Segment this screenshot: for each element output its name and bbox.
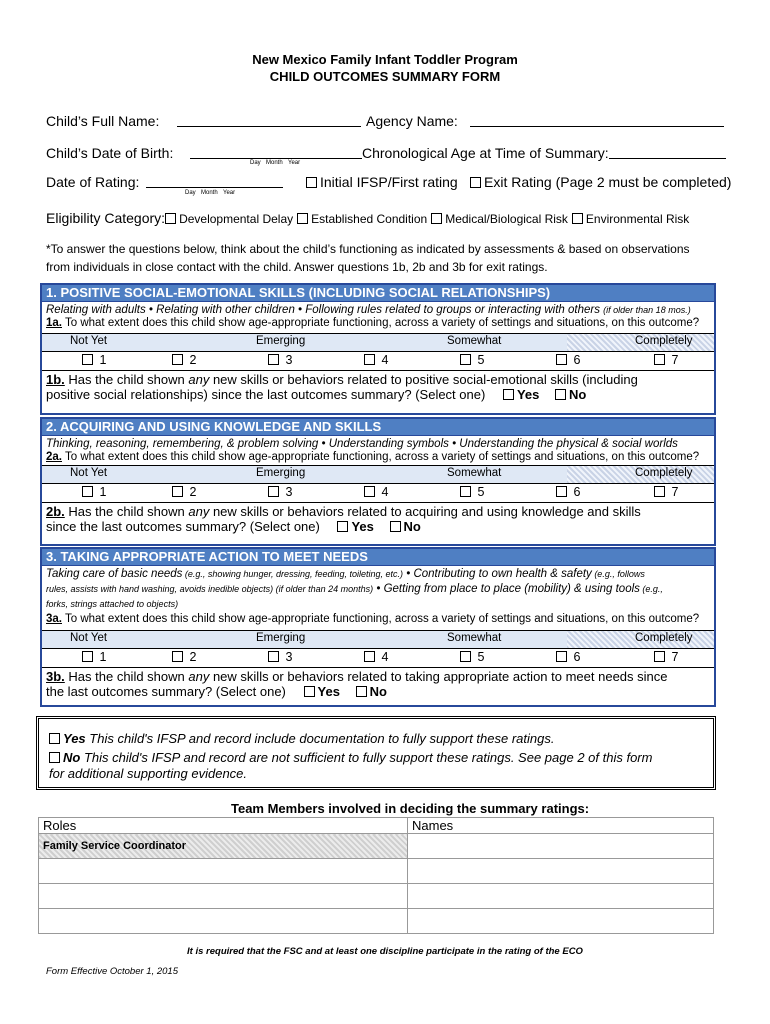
dob-field[interactable] [190, 144, 362, 159]
scale-completely: Completely [635, 335, 693, 347]
initial-ifsp-option[interactable]: Initial IFSP/First rating [306, 174, 458, 190]
outcome-section-1 [40, 283, 716, 415]
evidence-yes-option[interactable]: Yes This child's IFSP and record include documentation to fully support these ratings. [49, 731, 554, 746]
table-row [39, 884, 714, 909]
rating-options [42, 352, 714, 370]
dob-month-hint: Month [266, 160, 283, 166]
scale-somewhat: Somewhat [447, 467, 502, 479]
environmental-risk-label: Environmental Risk [585, 212, 690, 226]
form-agency-title: New Mexico Family Infant Toddler Program [252, 52, 518, 67]
scale-not-yet: Not Yet [70, 467, 108, 479]
name-cell[interactable] [408, 834, 714, 859]
rating-1[interactable]: 1 [82, 650, 106, 664]
developmental-delay-label: Developmental Delay [179, 212, 294, 226]
eligibility-row [46, 210, 689, 228]
chrono-age-field[interactable] [609, 144, 726, 159]
rating-4[interactable]: 4 [364, 485, 388, 499]
yes-option[interactable]: Yes [337, 519, 373, 534]
environmental-risk-checkbox[interactable] [572, 213, 583, 224]
scale-completely: Completely [635, 467, 693, 479]
names-header: Names [408, 818, 714, 834]
roles-header: Roles [39, 818, 408, 834]
evidence-yes-checkbox[interactable] [49, 733, 60, 744]
intro-line-2: from individuals in close contact with the child. Answer questions 1b, 2b and 3b for exit ratings. [46, 260, 548, 274]
scale-not-yet: Not Yet [70, 632, 108, 644]
team-heading: Team Members involved in deciding the summary ratings: [231, 801, 590, 816]
rating-7[interactable]: 7 [654, 650, 678, 664]
established-condition-label: Established Condition [311, 212, 428, 226]
scale-completely: Completely [635, 632, 693, 644]
rating-6[interactable]: 6 [556, 650, 580, 664]
dob-year-hint: Year [288, 160, 301, 166]
medical-risk-label: Medical/Biological Risk [445, 212, 568, 226]
rating-4[interactable]: 4 [364, 353, 388, 367]
rating-5[interactable]: 5 [460, 650, 484, 664]
rating-1[interactable]: 1 [82, 353, 106, 367]
scale-somewhat: Somewhat [447, 335, 502, 347]
name-cell[interactable] [408, 909, 714, 934]
rating-options [42, 649, 714, 667]
section-description: Taking care of basic needs (e.g., showing hunger, dressing, feeding, toileting, etc.) • Contributing to own health & safety (e.g., follows rules, assists with hand washing, avoids inedible objects) (if older than 24 months) • Getting from place to place (mobility) & using tools (e.g., forks, strings attached to objects) [46, 568, 663, 609]
exit-rating-option[interactable]: Exit Rating (Page 2 must be completed) [470, 174, 731, 190]
rating-7[interactable]: 7 [654, 353, 678, 367]
scale-emerging: Emerging [256, 467, 306, 479]
rating-month-hint: Month [201, 190, 218, 196]
scale-somewhat: Somewhat [447, 632, 502, 644]
section-heading: 2. ACQUIRING AND USING KNOWLEDGE AND SKILLS [42, 419, 714, 436]
chrono-age-label: Chronological Age at Time of Summary: [362, 145, 609, 161]
rating-scale-labels [42, 465, 714, 484]
role-cell[interactable] [39, 909, 408, 934]
team-table [38, 817, 714, 934]
no-option[interactable]: No [555, 387, 586, 402]
child-name-label: Child’s Full Name: [46, 113, 160, 129]
rating-day-hint: Day [185, 190, 196, 196]
date-rating-field[interactable] [146, 173, 283, 188]
role-cell: Family Service Coordinator [39, 834, 408, 859]
section-description: Thinking, reasoning, remembering, & problem solving • Understanding symbols • Understanding the physical & social worlds [46, 438, 678, 450]
table-row [39, 859, 714, 884]
name-cell[interactable] [408, 884, 714, 909]
table-row [39, 834, 714, 859]
question-b: 2b. Has the child shown any new skills or behaviors related to acquiring and using knowledge and skills since the last outcomes summary? (Select one) Yes No [42, 502, 714, 534]
question-a: 3a. To what extent does this child show age-appropriate functioning, across a variety of settings and situations, on this outcome? [46, 613, 700, 625]
rating-scale-labels [42, 333, 714, 352]
rating-3[interactable]: 3 [268, 650, 292, 664]
rating-year-hint: Year [223, 190, 236, 196]
medical-risk-checkbox[interactable] [431, 213, 442, 224]
child-name-field[interactable] [177, 112, 361, 127]
rating-3[interactable]: 3 [268, 353, 292, 367]
date-rating-label: Date of Rating: [46, 174, 140, 190]
form-effective-date: Form Effective October 1, 2015 [46, 966, 179, 977]
evidence-no-checkbox[interactable] [49, 752, 60, 763]
rating-6[interactable]: 6 [556, 353, 580, 367]
role-cell[interactable] [39, 859, 408, 884]
rating-5[interactable]: 5 [460, 353, 484, 367]
rating-2[interactable]: 2 [172, 650, 196, 664]
question-b: 3b. Has the child shown any new skills or behaviors related to taking appropriate action to meet needs since the last outcomes summary? (Select one) Yes No [42, 667, 714, 699]
rating-7[interactable]: 7 [654, 485, 678, 499]
rating-5[interactable]: 5 [460, 485, 484, 499]
rating-options [42, 484, 714, 502]
agency-name-field[interactable] [470, 112, 724, 127]
question-a: 1a. To what extent does this child show age-appropriate functioning, across a variety of settings and situations, on this outcome? [46, 317, 700, 329]
rating-1[interactable]: 1 [82, 485, 106, 499]
rating-3[interactable]: 3 [268, 485, 292, 499]
rating-scale-labels [42, 630, 714, 649]
scale-not-yet: Not Yet [70, 335, 108, 347]
section-heading: 1. POSITIVE SOCIAL-EMOTIONAL SKILLS (INCLUDING SOCIAL RELATIONSHIPS) [42, 285, 714, 302]
yes-option[interactable]: Yes [503, 387, 539, 402]
section-description: Relating with adults • Relating with other children • Following rules related to groups or interacting with others (if older than 18 mos.) [46, 304, 691, 316]
agency-name-label: Agency Name: [366, 113, 458, 129]
initial-ifsp-checkbox[interactable] [306, 177, 317, 188]
established-condition-checkbox[interactable] [297, 213, 308, 224]
outcome-section-3 [40, 547, 716, 707]
developmental-delay-checkbox[interactable] [165, 213, 176, 224]
rating-2[interactable]: 2 [172, 485, 196, 499]
evidence-box [36, 716, 716, 790]
scale-emerging: Emerging [256, 632, 306, 644]
dob-day-hint: Day [250, 160, 261, 166]
rating-4[interactable]: 4 [364, 650, 388, 664]
question-b: 1b. Has the child shown any new skills or behaviors related to positive social-emotional skills (including positive social relationships) since the last outcomes summary? (Select one) Yes No [42, 370, 714, 402]
question-a: 2a. To what extent does this child show age-appropriate functioning, across a variety of settings and situations, on this outcome? [46, 451, 700, 463]
form-title: CHILD OUTCOMES SUMMARY FORM [269, 69, 501, 84]
yes-option[interactable]: Yes [304, 684, 340, 699]
requirement-note: It is required that the FSC and at least one discipline participate in the rating of the ECO [187, 946, 583, 957]
team-table-header [39, 818, 714, 834]
name-cell[interactable] [408, 859, 714, 884]
no-option[interactable]: No [356, 684, 387, 699]
outcome-section-2 [40, 417, 716, 546]
section-heading: 3. TAKING APPROPRIATE ACTION TO MEET NEEDS [42, 549, 714, 566]
eligibility-label: Eligibility Category: [46, 210, 166, 226]
scale-emerging: Emerging [256, 335, 306, 347]
role-cell[interactable] [39, 884, 408, 909]
intro-line-1: *To answer the questions below, think about the child’s functioning as indicated by assessments & based on observations [46, 242, 690, 256]
table-row [39, 909, 714, 934]
dob-label: Child’s Date of Birth: [46, 145, 174, 161]
exit-rating-checkbox[interactable] [470, 177, 481, 188]
evidence-no-option[interactable]: No This child's IFSP and record are not sufficient to fully support these ratings. See page 2 of this form for additional supporting evidence. [49, 750, 653, 781]
no-option[interactable]: No [390, 519, 421, 534]
rating-2[interactable]: 2 [172, 353, 196, 367]
rating-6[interactable]: 6 [556, 485, 580, 499]
